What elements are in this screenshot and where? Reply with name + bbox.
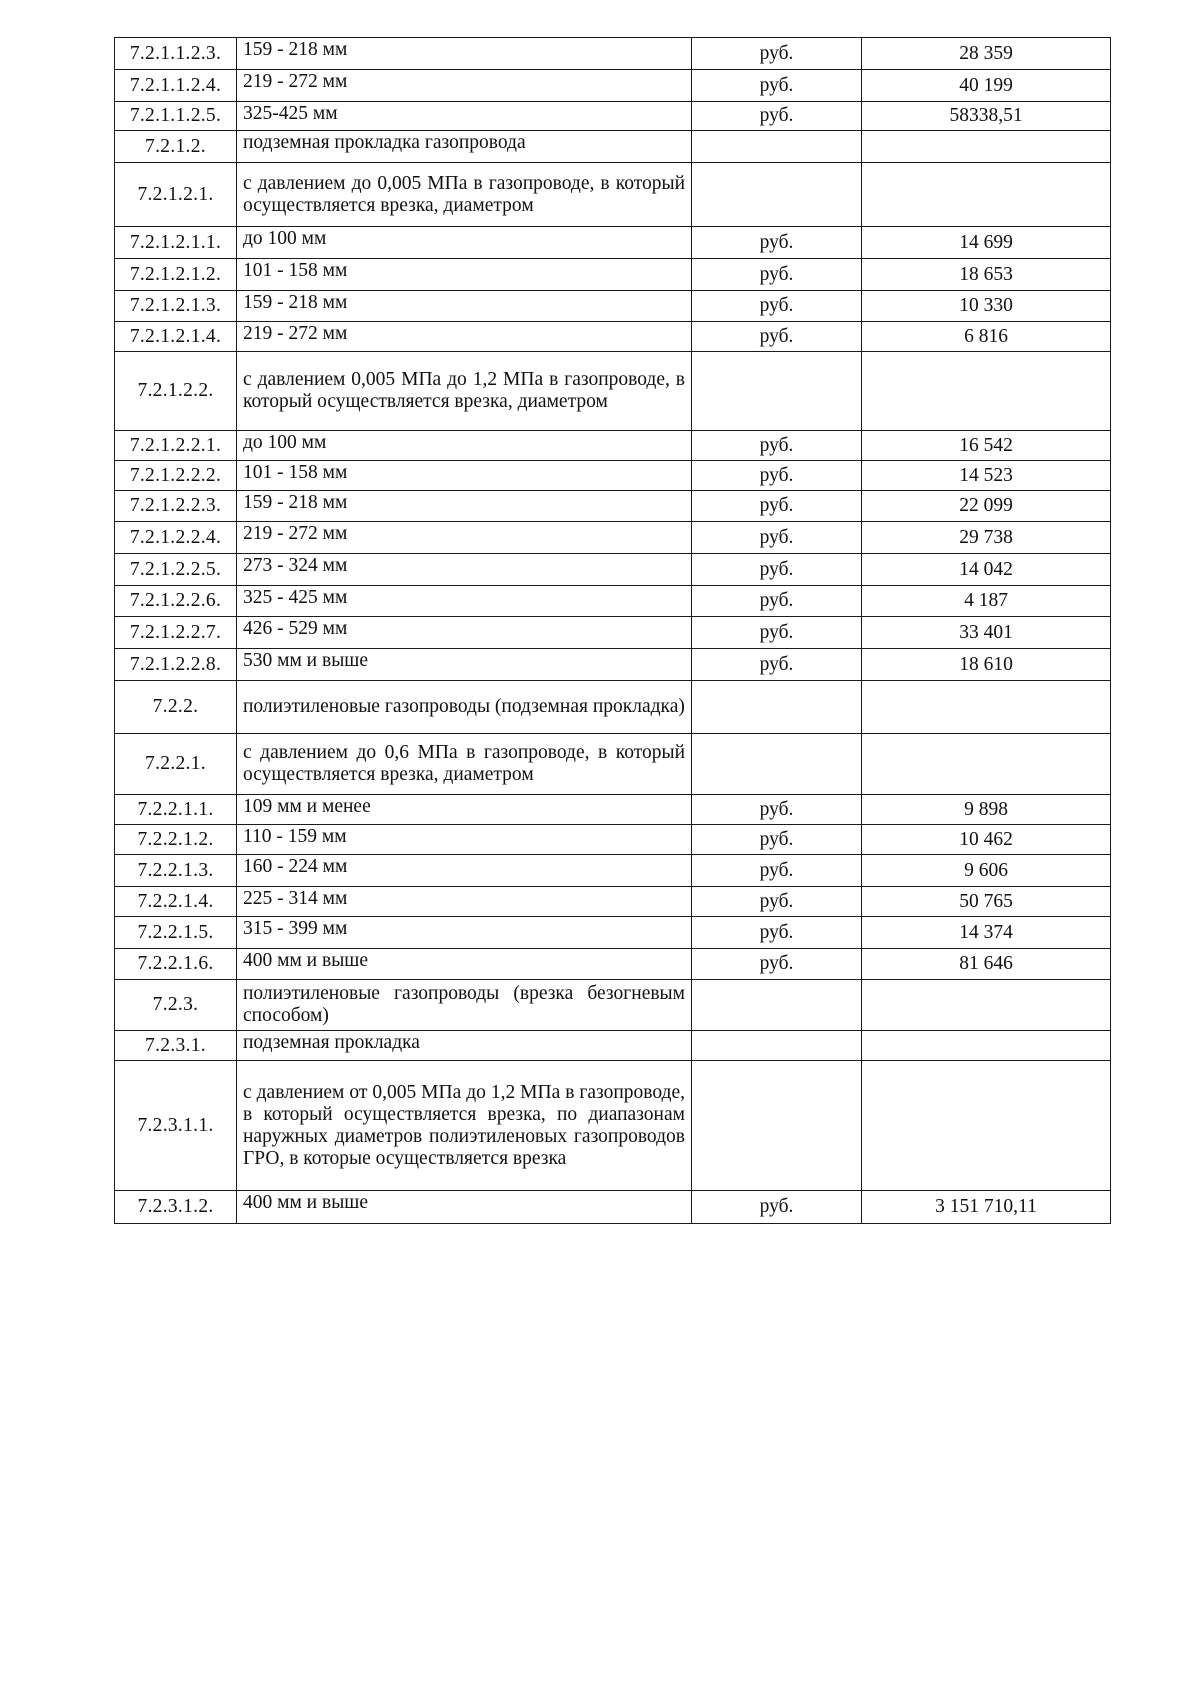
row-code: 7.2.1.2.2.5.: [115, 554, 237, 586]
row-code: 7.2.1.2.1.2.: [115, 259, 237, 291]
row-code: 7.2.2.1.3.: [115, 855, 237, 887]
row-description: 400 мм и выше: [237, 1191, 692, 1224]
row-code: 7.2.1.2.1.3.: [115, 291, 237, 322]
row-code: 7.2.1.2.1.1.: [115, 227, 237, 259]
row-value: 14 523: [862, 461, 1111, 491]
row-description: 315 - 399 мм: [237, 917, 692, 949]
row-unit: руб.: [692, 554, 862, 586]
row-value: 28 359: [862, 38, 1111, 70]
row-value: 81 646: [862, 949, 1111, 980]
row-value: 22 099: [862, 491, 1111, 522]
row-value: 18 610: [862, 649, 1111, 681]
row-value: [862, 734, 1111, 795]
row-description: 325 - 425 мм: [237, 586, 692, 617]
row-description: 159 - 218 мм: [237, 38, 692, 70]
row-value: [862, 352, 1111, 431]
table-row: [115, 681, 1111, 734]
row-description: с давлением от 0,005 МПа до 1,2 МПа в газопроводе, в который осуществляется врезка, по диапазонам наружных диаметров полиэтиленовых газопроводов ГРО, в которые осуществляется врезка: [237, 1061, 692, 1191]
table-row: [115, 617, 1111, 649]
row-code: 7.2.1.2.2.: [115, 352, 237, 431]
row-value: 10 330: [862, 291, 1111, 322]
row-code: 7.2.1.1.2.4.: [115, 70, 237, 102]
row-unit: руб.: [692, 649, 862, 681]
row-unit: руб.: [692, 322, 862, 352]
tariff-table: [114, 37, 1111, 1224]
row-value: 18 653: [862, 259, 1111, 291]
table-row: [115, 131, 1111, 163]
row-value: 6 816: [862, 322, 1111, 352]
row-value: 3 151 710,11: [862, 1191, 1111, 1224]
row-description: подземная прокладка: [237, 1031, 692, 1061]
row-unit: руб.: [692, 522, 862, 554]
row-value: 33 401: [862, 617, 1111, 649]
row-code: 7.2.2.1.1.: [115, 795, 237, 825]
row-code: 7.2.2.: [115, 681, 237, 734]
row-value: [862, 980, 1111, 1031]
table-row: [115, 586, 1111, 617]
row-unit: руб.: [692, 38, 862, 70]
row-value: 40 199: [862, 70, 1111, 102]
row-unit: руб.: [692, 855, 862, 887]
row-value: 10 462: [862, 825, 1111, 855]
row-code: 7.2.2.1.5.: [115, 917, 237, 949]
row-unit: [692, 352, 862, 431]
row-description: 109 мм и менее: [237, 795, 692, 825]
row-value: 16 542: [862, 431, 1111, 461]
row-code: 7.2.1.2.2.7.: [115, 617, 237, 649]
row-unit: [692, 131, 862, 163]
row-unit: руб.: [692, 586, 862, 617]
table-row: [115, 917, 1111, 949]
row-unit: [692, 163, 862, 227]
row-unit: руб.: [692, 461, 862, 491]
row-description: 219 - 272 мм: [237, 70, 692, 102]
row-code: 7.2.2.1.2.: [115, 825, 237, 855]
row-value: 9 898: [862, 795, 1111, 825]
row-description: полиэтиленовые газопроводы (врезка безогневым способом): [237, 980, 692, 1031]
table-row: [115, 887, 1111, 917]
table-row: [115, 70, 1111, 102]
row-description: 400 мм и выше: [237, 949, 692, 980]
table-row: [115, 1061, 1111, 1191]
row-description: полиэтиленовые газопроводы (подземная прокладка): [237, 681, 692, 734]
row-code: 7.2.1.2.2.2.: [115, 461, 237, 491]
row-description: с давлением до 0,005 МПа в газопроводе, в который осуществляется врезка, диаметром: [237, 163, 692, 227]
row-unit: [692, 1031, 862, 1061]
row-code: 7.2.3.1.: [115, 1031, 237, 1061]
row-unit: [692, 1061, 862, 1191]
table-row: [115, 1031, 1111, 1061]
row-code: 7.2.3.1.2.: [115, 1191, 237, 1224]
row-description: 101 - 158 мм: [237, 461, 692, 491]
row-unit: руб.: [692, 291, 862, 322]
tariff-table-body: [115, 38, 1111, 1224]
table-row: [115, 461, 1111, 491]
row-unit: [692, 681, 862, 734]
row-unit: руб.: [692, 102, 862, 131]
row-code: 7.2.1.2.: [115, 131, 237, 163]
row-code: 7.2.1.2.2.6.: [115, 586, 237, 617]
row-value: [862, 163, 1111, 227]
row-value: 9 606: [862, 855, 1111, 887]
row-description: 159 - 218 мм: [237, 291, 692, 322]
row-value: [862, 1061, 1111, 1191]
table-row: [115, 649, 1111, 681]
row-value: 50 765: [862, 887, 1111, 917]
row-description: 101 - 158 мм: [237, 259, 692, 291]
row-code: 7.2.1.2.2.4.: [115, 522, 237, 554]
table-row: [115, 431, 1111, 461]
row-description: с давлением до 0,6 МПа в газопроводе, в который осуществляется врезка, диаметром: [237, 734, 692, 795]
row-unit: руб.: [692, 825, 862, 855]
row-description: 426 - 529 мм: [237, 617, 692, 649]
table-row: [115, 980, 1111, 1031]
row-code: 7.2.1.2.2.1.: [115, 431, 237, 461]
table-row: [115, 291, 1111, 322]
row-unit: руб.: [692, 949, 862, 980]
table-row: [115, 825, 1111, 855]
table-row: [115, 38, 1111, 70]
table-row: [115, 734, 1111, 795]
row-description: 530 мм и выше: [237, 649, 692, 681]
row-unit: руб.: [692, 227, 862, 259]
row-unit: руб.: [692, 1191, 862, 1224]
table-row: [115, 322, 1111, 352]
row-unit: руб.: [692, 70, 862, 102]
row-description: 273 - 324 мм: [237, 554, 692, 586]
row-unit: руб.: [692, 795, 862, 825]
table-row: [115, 554, 1111, 586]
table-row: [115, 949, 1111, 980]
table-row: [115, 522, 1111, 554]
table-row: [115, 227, 1111, 259]
row-unit: руб.: [692, 917, 862, 949]
row-code: 7.2.1.2.2.3.: [115, 491, 237, 522]
row-description: 110 - 159 мм: [237, 825, 692, 855]
row-description: 219 - 272 мм: [237, 522, 692, 554]
row-code: 7.2.1.1.2.3.: [115, 38, 237, 70]
row-value: 58338,51: [862, 102, 1111, 131]
table-row: [115, 259, 1111, 291]
table-row: [115, 491, 1111, 522]
row-description: до 100 мм: [237, 431, 692, 461]
row-description: 219 - 272 мм: [237, 322, 692, 352]
row-unit: руб.: [692, 259, 862, 291]
row-code: 7.2.2.1.: [115, 734, 237, 795]
row-unit: руб.: [692, 617, 862, 649]
row-description: подземная прокладка газопровода: [237, 131, 692, 163]
row-description: с давлением 0,005 МПа до 1,2 МПа в газопроводе, в который осуществляется врезка, диаметром: [237, 352, 692, 431]
row-value: [862, 681, 1111, 734]
row-description: 325-425 мм: [237, 102, 692, 131]
row-code: 7.2.1.1.2.5.: [115, 102, 237, 131]
row-code: 7.2.2.1.4.: [115, 887, 237, 917]
table-row: [115, 795, 1111, 825]
row-code: 7.2.3.: [115, 980, 237, 1031]
row-value: 4 187: [862, 586, 1111, 617]
row-description: 159 - 218 мм: [237, 491, 692, 522]
row-unit: [692, 980, 862, 1031]
row-unit: руб.: [692, 887, 862, 917]
row-value: [862, 131, 1111, 163]
table-row: [115, 102, 1111, 131]
table-row: [115, 1191, 1111, 1224]
table-row: [115, 855, 1111, 887]
row-unit: [692, 734, 862, 795]
row-unit: руб.: [692, 431, 862, 461]
row-code: 7.2.1.2.1.4.: [115, 322, 237, 352]
row-value: 14 699: [862, 227, 1111, 259]
row-value: 29 738: [862, 522, 1111, 554]
row-description: 160 - 224 мм: [237, 855, 692, 887]
row-value: 14 374: [862, 917, 1111, 949]
row-unit: руб.: [692, 491, 862, 522]
row-code: 7.2.2.1.6.: [115, 949, 237, 980]
row-code: 7.2.1.2.1.: [115, 163, 237, 227]
table-row: [115, 163, 1111, 227]
row-code: 7.2.1.2.2.8.: [115, 649, 237, 681]
row-value: [862, 1031, 1111, 1061]
table-row: [115, 352, 1111, 431]
row-description: 225 - 314 мм: [237, 887, 692, 917]
row-value: 14 042: [862, 554, 1111, 586]
row-description: до 100 мм: [237, 227, 692, 259]
row-code: 7.2.3.1.1.: [115, 1061, 237, 1191]
